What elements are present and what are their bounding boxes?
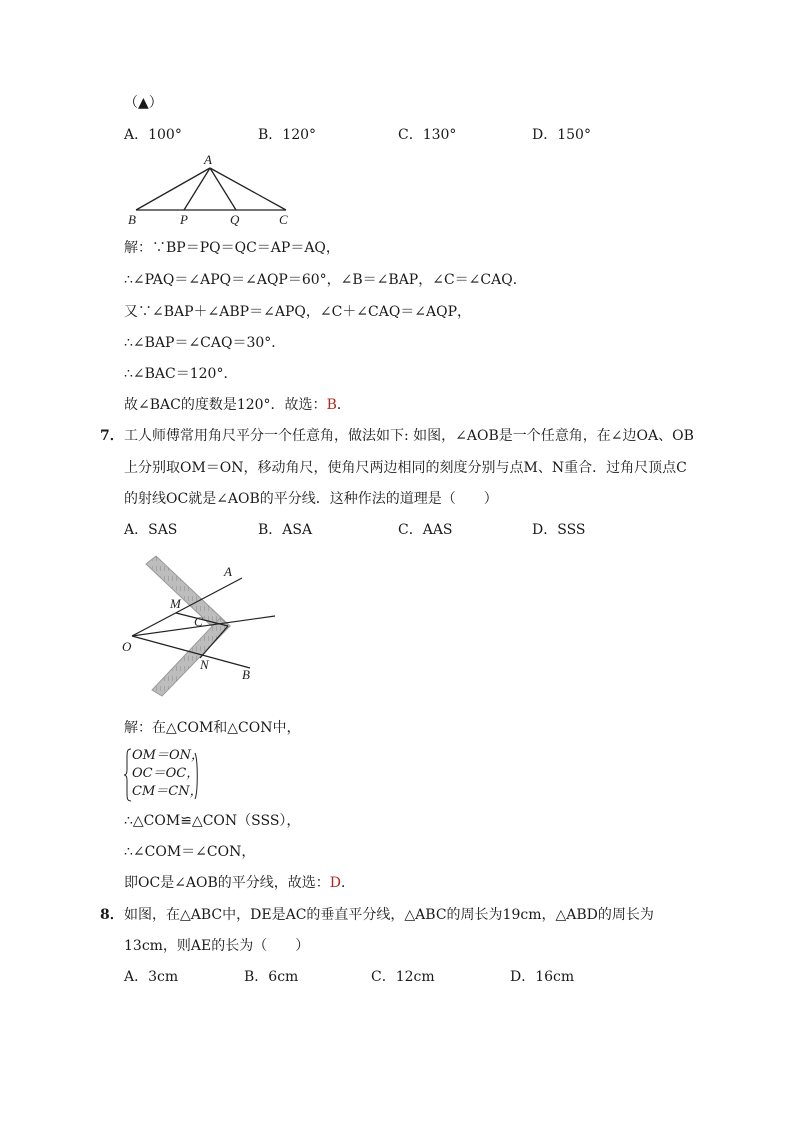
q7-option-d[interactable]: D．SSS — [532, 522, 586, 538]
q7-solution-line-1: ∴△COM≌△CON（SSS）， — [124, 813, 301, 829]
q7-conclusion: 即OC是∠AOB的平分线，故选：D． — [124, 875, 356, 891]
q7-text-line-1: 工人师傅常用角尺平分一个任意角，做法如下: 如图，∠AOB是一个任意角，在∠边OA、OB — [124, 428, 694, 444]
q7-label-c: C — [194, 614, 203, 629]
q8-text-line-2: 13cm，则AE的长为（ ） — [124, 938, 310, 954]
q7-answer: D — [329, 875, 342, 891]
q6-solution-line-2: ∴∠PAQ＝∠APQ＝∠AQP＝60°，∠B＝∠BAP，∠C＝∠CAQ． — [124, 272, 527, 288]
q7-text-line-2: 上分别取OM＝ON，移动角尺，使角尺两边相同的刻度分别与点M、N重合．过角尺顶点C — [124, 460, 687, 476]
q6-option-d[interactable]: D．150° — [532, 127, 591, 143]
q6-solution-line-5: ∴∠BAC＝120°． — [124, 366, 238, 382]
q8-option-a[interactable]: A．3cm — [124, 969, 179, 985]
q6-label-a: A — [204, 152, 212, 167]
q7-label-o: O — [122, 639, 132, 654]
q7-label-a: A — [224, 564, 232, 579]
q6-option-c[interactable]: C．130° — [398, 127, 457, 143]
answer-placeholder-mark: （▲） — [124, 95, 163, 111]
q7-text-line-3: 的射线OC就是∠AOB的平分线．这种作法的道理是（ ） — [124, 491, 498, 507]
q6-option-a[interactable]: A．100° — [124, 127, 182, 143]
ruler-lower-arm — [152, 618, 230, 696]
q7-label-b: B — [242, 667, 250, 682]
q7-label-n: N — [200, 657, 209, 672]
q7-option-b[interactable]: B．ASA — [258, 522, 313, 538]
q7-option-c[interactable]: C．AAS — [398, 522, 453, 538]
q6-label-c: C — [279, 212, 288, 227]
q6-solution-line-1: 解：∵BP＝PQ＝QC＝AP＝AQ， — [124, 240, 340, 256]
q7-system-line-2: OC＝OC， — [132, 766, 200, 781]
q7-solution-intro: 解：在△COM和△CON中， — [124, 720, 301, 736]
q8-number: 8． — [100, 907, 124, 923]
q6-conclusion: 故∠BAC的度数是120°．故选：B． — [124, 397, 351, 413]
q8-option-b[interactable]: B．6cm — [244, 969, 299, 985]
q7-option-a[interactable]: A．SAS — [124, 522, 178, 538]
q6-label-p: P — [180, 212, 188, 227]
q8-text-line-1: 如图，在△ABC中，DE是AC的垂直平分线，△ABC的周长为19cm，△ABD的周长为 — [124, 907, 654, 923]
q8-option-c[interactable]: C．12cm — [371, 969, 435, 985]
q8-option-d[interactable]: D．16cm — [510, 969, 575, 985]
q6-label-b: B — [128, 212, 136, 227]
q7-system-line-1: OM＝ON， — [132, 748, 205, 763]
q6-solution-line-3: 又∵∠BAP＋∠ABP＝∠APQ，∠C＋∠CAQ＝∠AQP， — [124, 304, 472, 320]
q6-label-q: Q — [230, 212, 240, 227]
q6-answer: B — [326, 397, 337, 413]
q7-equation-system — [124, 748, 214, 802]
q6-option-b[interactable]: B．120° — [258, 127, 317, 143]
q7-label-m: M — [170, 596, 181, 611]
q7-solution-line-2: ∴∠COM＝∠CON， — [124, 844, 256, 860]
q6-triangle-figure — [126, 152, 296, 232]
q7-angle-ruler-figure — [120, 556, 282, 696]
right-bar-icon — [194, 752, 200, 800]
left-brace-icon — [124, 748, 132, 802]
q7-system-line-3: CM＝CN， — [132, 784, 203, 799]
q6-solution-line-4: ∴∠BAP＝∠CAQ＝30°． — [124, 335, 286, 351]
q7-number: 7． — [100, 428, 124, 444]
